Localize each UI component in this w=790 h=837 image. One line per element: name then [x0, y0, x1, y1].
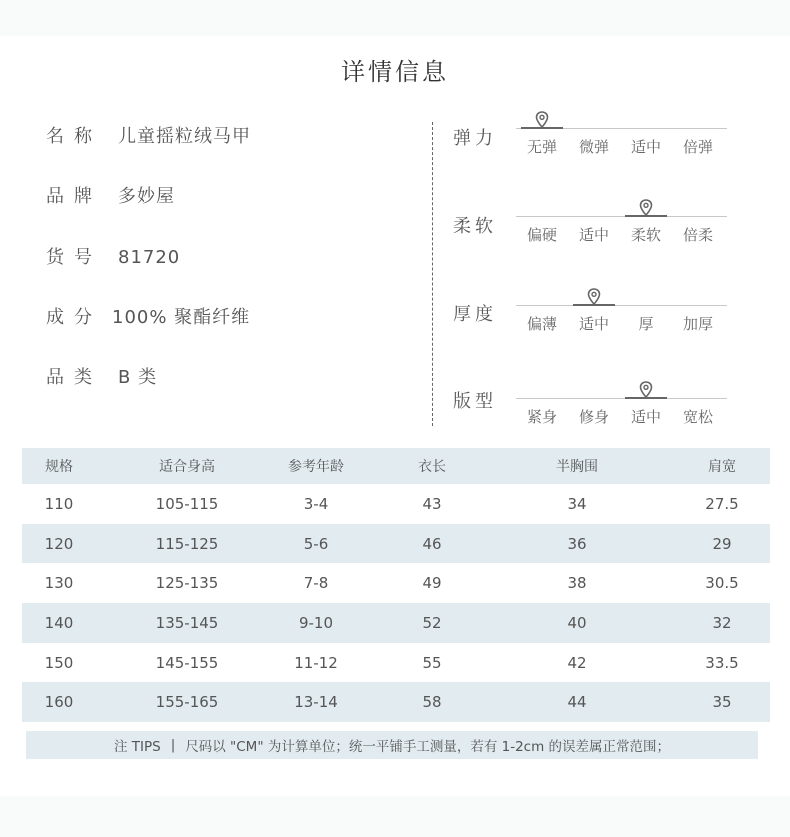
table-cell: 160 — [44, 693, 74, 712]
table-cell: 29 — [712, 534, 732, 553]
table-cell: 13-14 — [294, 693, 338, 712]
table-cell: 35 — [712, 693, 732, 712]
scale-option: 适中 — [578, 226, 609, 244]
scale-track — [516, 305, 727, 306]
scale-option: 加厚 — [682, 315, 713, 333]
location-pin-icon — [639, 199, 653, 217]
table-cell: 36 — [567, 534, 587, 553]
table-cell: 32 — [712, 613, 732, 632]
table-cell: 55 — [422, 653, 442, 672]
scale-track — [516, 398, 727, 399]
scale-option: 柔软 — [630, 226, 661, 244]
info-label: 成分 — [46, 307, 102, 328]
scale-option: 修身 — [578, 408, 609, 426]
scale-option: 适中 — [630, 408, 661, 426]
table-cell: 110 — [44, 494, 74, 513]
scale-label: 版型 — [453, 391, 497, 412]
table-cell: 52 — [422, 613, 442, 632]
table-header-cell: 适合身高 — [159, 459, 215, 475]
location-pin-icon — [535, 111, 549, 129]
table-cell: 9-10 — [298, 613, 334, 632]
scale-label: 柔软 — [453, 216, 497, 237]
table-cell: 30.5 — [705, 574, 739, 593]
tips-text: 尺码以 "CM" 为计算单位；统一平铺手工测量，若有 1-2cm 的误差属正常范围； — [185, 739, 671, 755]
table-header-cell: 衣长 — [418, 459, 446, 475]
table-cell: 11-12 — [294, 653, 338, 672]
scale-option: 倍柔 — [682, 226, 713, 244]
table-row — [22, 682, 770, 722]
info-value: 多妙屋 — [118, 186, 175, 207]
info-value: B 类 — [118, 367, 158, 388]
size-table — [22, 448, 770, 722]
scale-label: 弹力 — [453, 128, 497, 149]
scale-option: 微弹 — [578, 138, 609, 156]
tips-bar — [26, 731, 758, 759]
scale-option: 厚 — [638, 315, 654, 333]
scale-option: 倍弹 — [682, 138, 713, 156]
info-label: 货号 — [46, 247, 102, 268]
scale-option: 无弹 — [526, 138, 557, 156]
scale-option: 偏硬 — [526, 226, 557, 244]
table-cell: 120 — [44, 534, 74, 553]
info-category-row — [46, 363, 157, 389]
table-row — [22, 524, 770, 564]
info-material-row — [46, 303, 250, 329]
scale-option: 紧身 — [526, 408, 557, 426]
info-label: 品牌 — [46, 186, 102, 207]
table-cell: 3-4 — [303, 494, 329, 513]
section-divider — [432, 122, 433, 426]
table-cell: 44 — [567, 693, 587, 712]
table-header-row — [22, 448, 770, 484]
table-header-cell: 肩宽 — [708, 459, 736, 475]
table-cell: 49 — [422, 574, 442, 593]
location-pin-icon — [639, 381, 653, 399]
scale-option: 宽松 — [682, 408, 713, 426]
page-title: 详情信息 — [341, 58, 449, 86]
table-cell: 145-155 — [155, 653, 219, 672]
table-cell: 58 — [422, 693, 442, 712]
info-value: 儿童摇粒绒马甲 — [118, 126, 251, 147]
tips-separator: | — [170, 737, 176, 753]
scale-option: 适中 — [630, 138, 661, 156]
table-header-cell: 参考年龄 — [288, 459, 344, 475]
table-cell: 27.5 — [705, 494, 739, 513]
table-cell: 130 — [44, 574, 74, 593]
table-header-cell: 半胸围 — [556, 459, 598, 475]
table-row — [22, 603, 770, 643]
info-value: 81720 — [118, 247, 181, 268]
table-cell: 43 — [422, 494, 442, 513]
scale-option: 偏薄 — [526, 315, 557, 333]
table-cell: 42 — [567, 653, 587, 672]
scale-label: 厚度 — [453, 304, 497, 325]
table-cell: 5-6 — [303, 534, 329, 553]
table-cell: 135-145 — [155, 613, 219, 632]
table-cell: 115-125 — [155, 534, 219, 553]
scale-track — [516, 216, 727, 217]
info-value: 100% 聚酯纤维 — [112, 307, 251, 328]
info-brand-row — [46, 182, 175, 208]
info-label: 名称 — [46, 126, 102, 147]
table-cell: 33.5 — [705, 653, 739, 672]
table-cell: 155-165 — [155, 693, 219, 712]
table-cell: 46 — [422, 534, 442, 553]
table-cell: 105-115 — [155, 494, 219, 513]
table-cell: 34 — [567, 494, 587, 513]
table-cell: 150 — [44, 653, 74, 672]
table-cell: 40 — [567, 613, 587, 632]
table-cell: 140 — [44, 613, 74, 632]
location-pin-icon — [587, 288, 601, 306]
info-label: 品类 — [46, 367, 102, 388]
info-name-row — [46, 122, 251, 148]
table-cell: 125-135 — [155, 574, 219, 593]
table-cell: 7-8 — [303, 574, 329, 593]
table-header-cell: 规格 — [45, 459, 73, 475]
info-sku-row — [46, 243, 180, 269]
table-row — [22, 484, 770, 524]
table-row — [22, 643, 770, 683]
tips-prefix: 注 TIPS — [113, 739, 161, 755]
scale-option: 适中 — [578, 315, 609, 333]
table-row — [22, 563, 770, 603]
table-cell: 38 — [567, 574, 587, 593]
